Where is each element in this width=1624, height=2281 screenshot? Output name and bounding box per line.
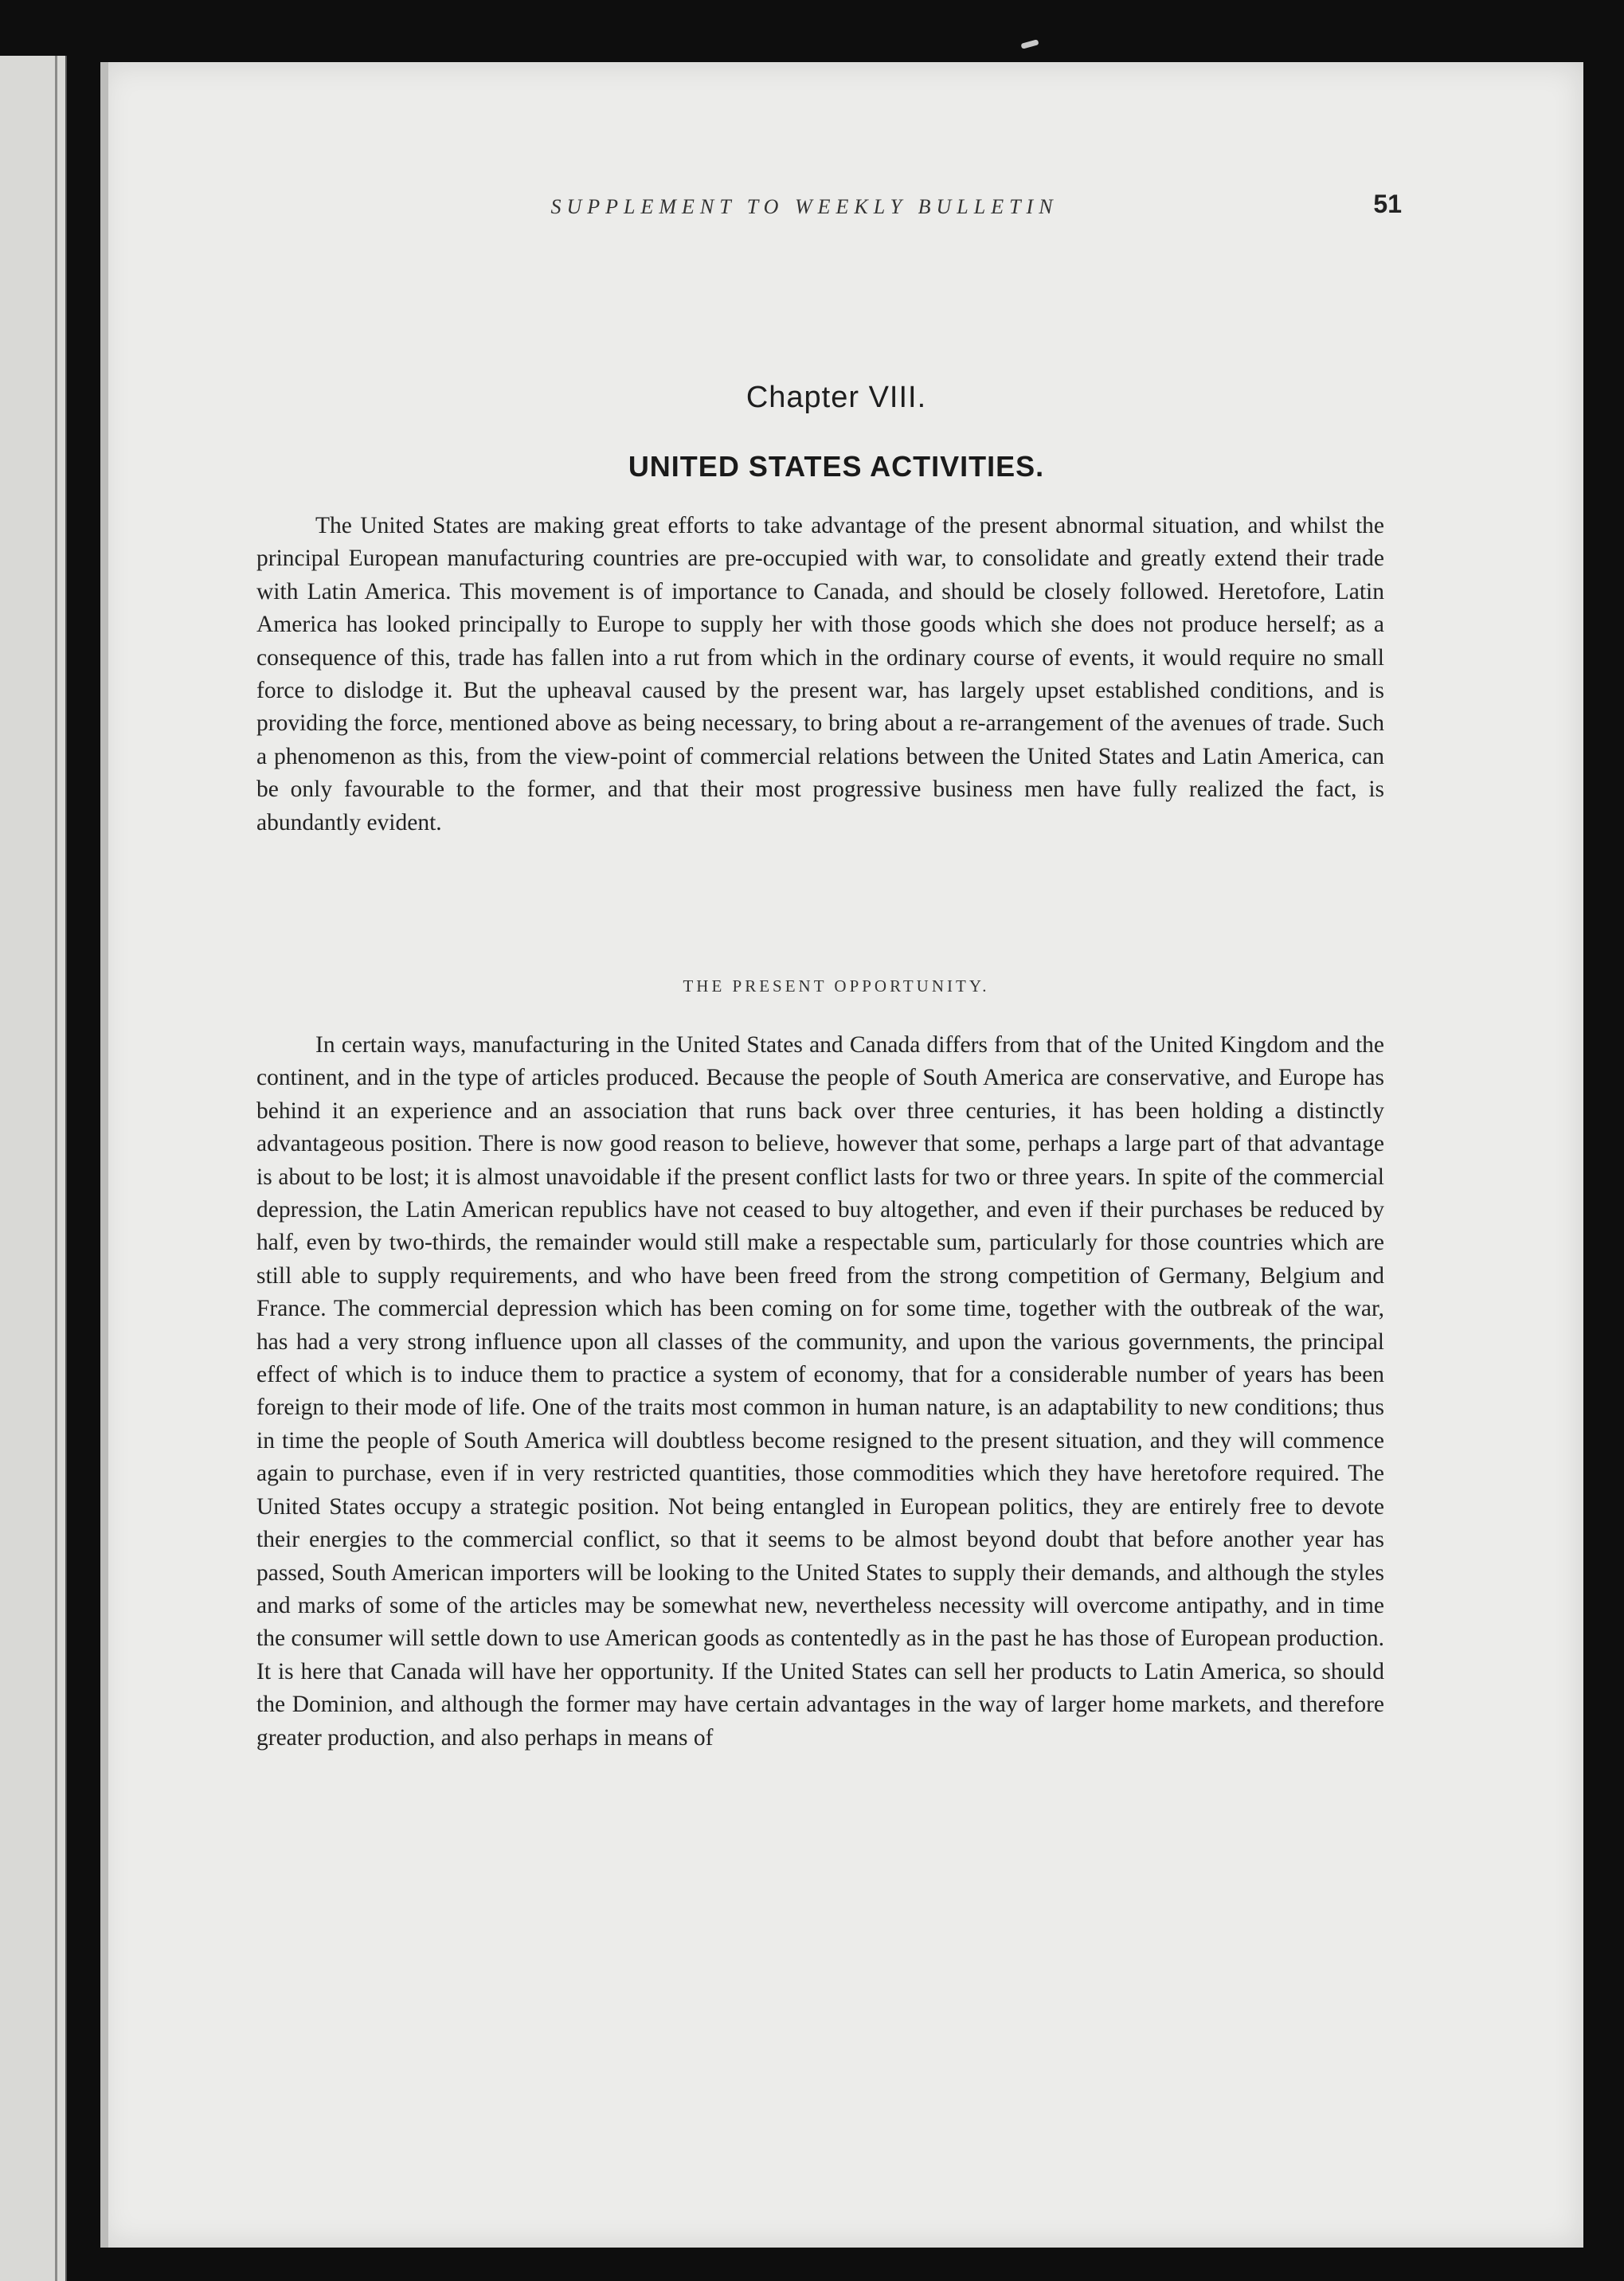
chapter-title: UNITED STATES ACTIVITIES. xyxy=(628,450,1045,483)
page-binding-edge xyxy=(100,62,108,2248)
section-heading: THE PRESENT OPPORTUNITY. xyxy=(683,976,990,996)
body-paragraph-2: In certain ways, manufacturing in the United States and Canada differs from that of the United Kingdom and the continent, and in the type of articles produced. Because the people of South America are conservative, and Europe has behind it an experience and an association that runs back over three centuries, it has been holding a distinctly advantageous position. There is now good reason to believe, however that some, perhaps a large part of that advantage is about to be lost; it is almost unavoidable if the present conflict lasts for two or three years. In spite of the commercial depression, the Latin American republics have not ceased to buy altogether, and even if their purchases be reduced by half, even by two-thirds, the remainder would still make a respectable sum, particularly for those countries which are still able to supply requirements, and who have been freed from the strong competition of Germany, Belgium and France. The commercial depression which has been coming on for some time, together with the outbreak of the war, has had a very strong influence upon all classes of the community, and upon the various governments, the principal effect of which is to induce them to practice a system of economy, that for a considerable number of years has been foreign to their mode of life. One of the traits most common in human nature, is an adaptability to new conditions; thus in time the people of South America will doubtless become resigned to the present situation, and they will commence again to purchase, even if in very restricted quantities, those commodities which they have heretofore required. The United States occupy a strategic position. Not being entangled in European politics, they are entirely free to devote their energies to the commercial conflict, so that it seems to be almost beyond doubt that before another year has passed, South American importers will be looking to the United States to supply their demands, and although the styles and marks of some of the articles may be somewhat new, nevertheless necessity will overcome antipathy, and in time the consumer will settle down to use American goods as contentedly as in the past he has those of European production. It is here that Canada will have her opportunity. If the United States can sell her products to Latin America, so should the Dominion, and although the former may have certain advantages in the way of larger home markets, and therefore greater production, and also perhaps in means of xyxy=(256,1032,1384,1751)
film-mark xyxy=(1020,39,1039,49)
page-number: 51 xyxy=(1373,190,1402,218)
previous-page-edge xyxy=(0,56,67,2281)
body-paragraph-1: The United States are making great efforts to take advantage of the present abnormal situation, and whilst the principal European manufacturing countries are pre-occupied with war, to consolidate and greatly extend their trade with Latin America. This movement is of importance to Canada, and should be closely followed. Heretofore, Latin America has looked principally to Europe to supply her with those goods which she does not produce herself; as a consequence of this, trade has fallen into a rut from which in the ordinary course of events, it would require no small force to dislodge it. But the upheaval caused by the present war, has largely upset established conditions, and is providing the force, mentioned above as being necessary, to bring about a re-arrangement of the avenues of trade. Such a phenomenon as this, from the view-point of commercial relations between the United States and Latin America, can be only favourable to the former, and that their most progressive business men have fully realized the fact, is abundantly evident. xyxy=(256,513,1384,835)
chapter-number: Chapter VIII. xyxy=(745,381,927,414)
running-head: SUPPLEMENT TO WEEKLY BULLETIN xyxy=(550,195,1059,218)
